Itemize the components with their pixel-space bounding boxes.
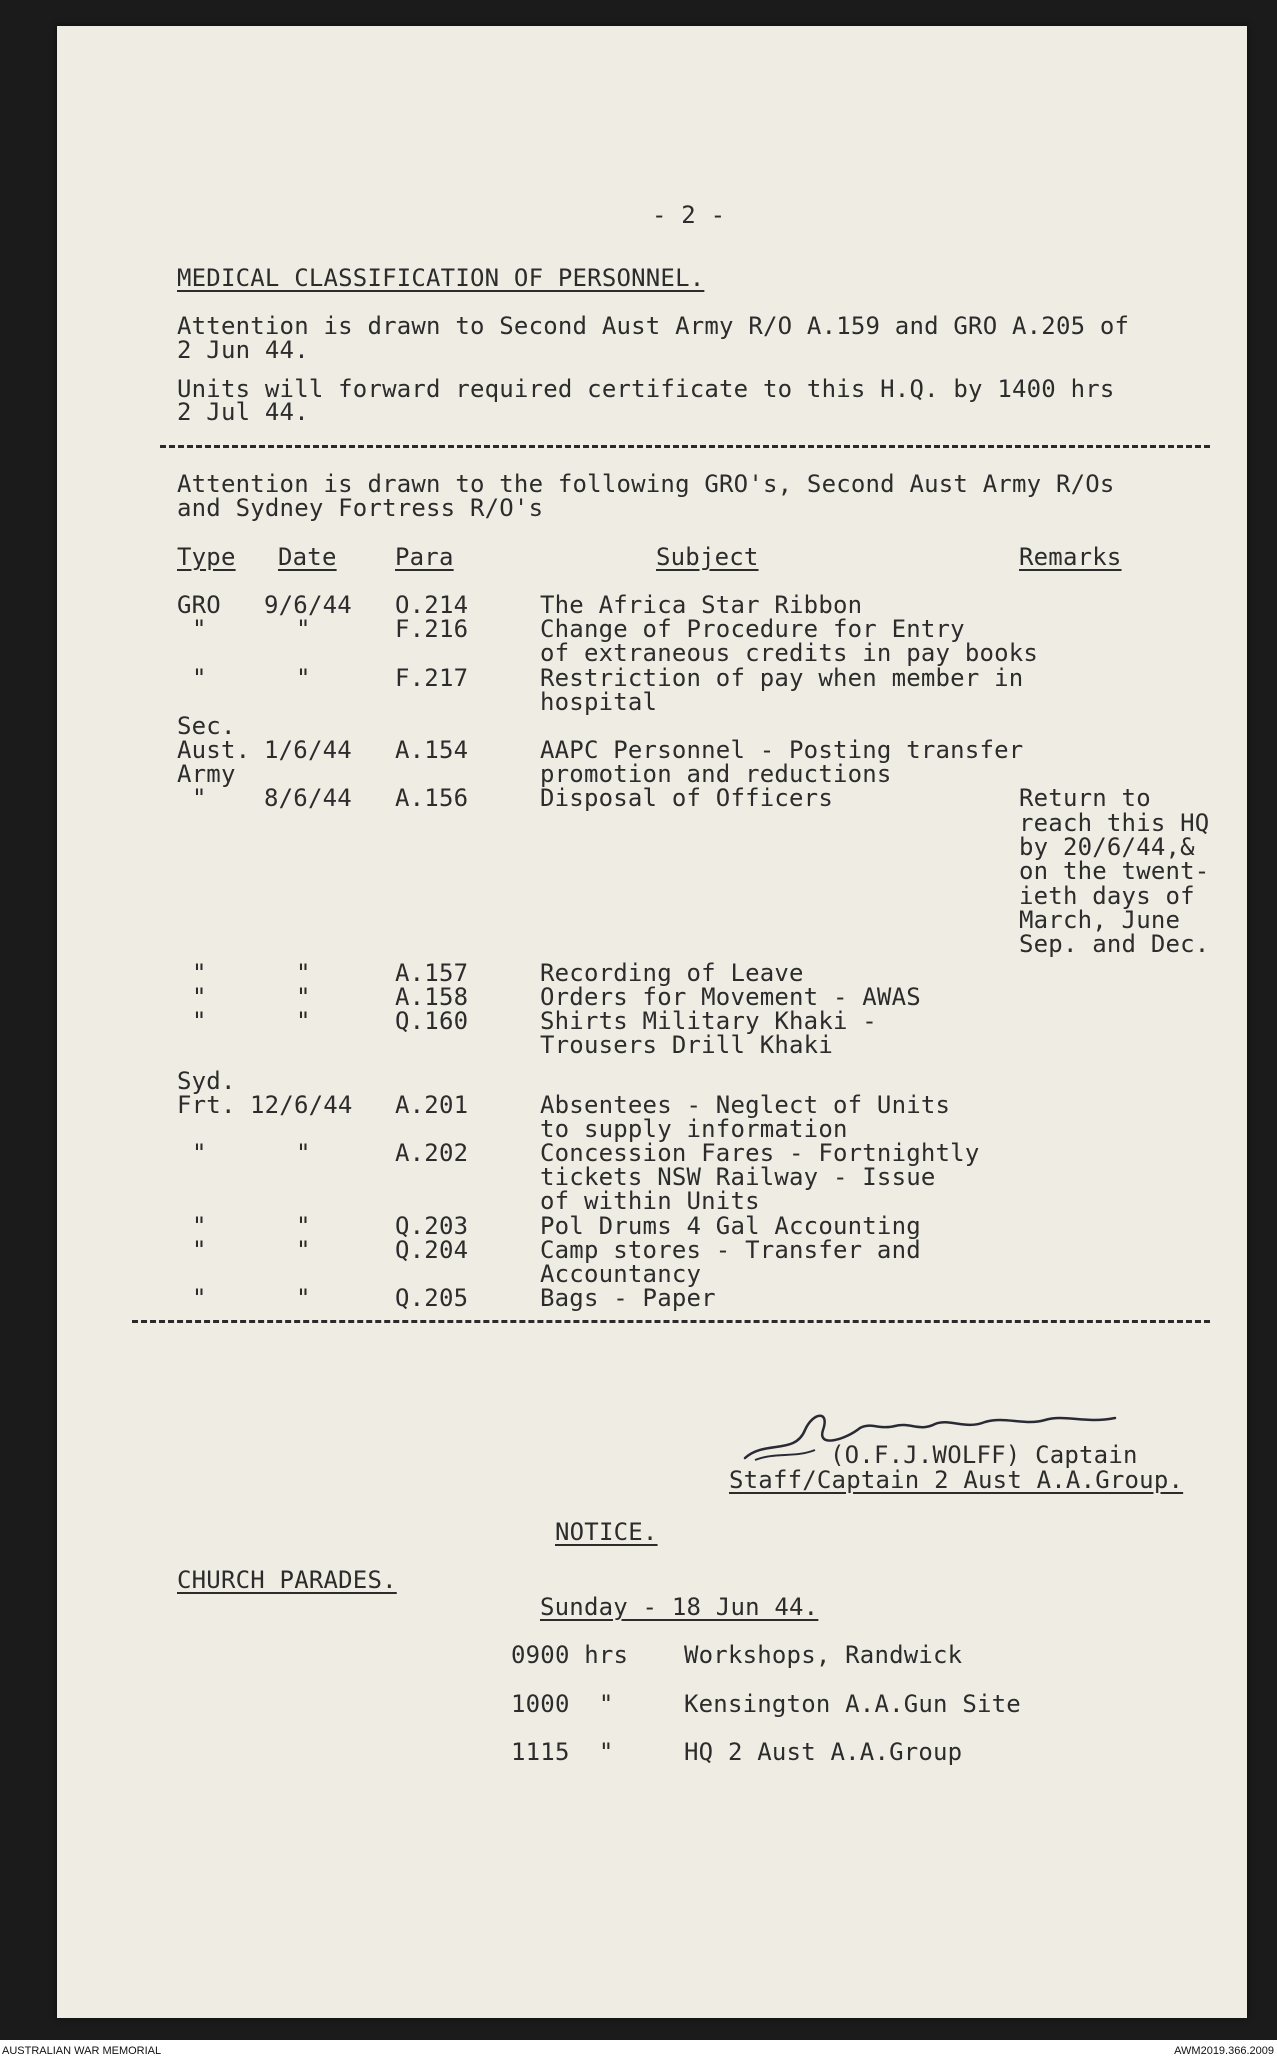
cell-date: " (296, 1284, 311, 1312)
cell-para: F.217 (395, 664, 469, 692)
cell-type: " (192, 1236, 207, 1264)
cell-subject: to supply information (540, 1115, 848, 1143)
cell-type: " (192, 664, 207, 692)
cell-type: " (192, 1139, 207, 1167)
cell-date: " (296, 664, 311, 692)
cell-para: A.158 (395, 983, 469, 1011)
cell-subject: Camp stores - Transfer and (540, 1236, 921, 1264)
cell-type: " (192, 983, 207, 1011)
cell-subject: of within Units (540, 1187, 760, 1215)
cell-type: " (192, 959, 207, 987)
cell-remarks: ieth days of (1019, 882, 1195, 910)
church-parades-heading: CHURCH PARADES. (177, 1566, 397, 1594)
col-header-date: Date (278, 543, 337, 571)
cell-para: Q.204 (395, 1236, 469, 1264)
cell-subject: promotion and reductions (540, 760, 892, 788)
cell-subject: Absentees - Neglect of Units (540, 1091, 951, 1119)
page-number: - 2 - (652, 201, 726, 229)
cell-subject: Bags - Paper (540, 1284, 716, 1312)
orders-intro-line2: and Sydney Fortress R/O's (177, 494, 544, 522)
cell-para: O.214 (395, 591, 469, 619)
cell-date: " (296, 1212, 311, 1240)
cell-subject: Restriction of pay when member in (540, 664, 1024, 692)
cell-date: 1/6/44 (264, 736, 352, 764)
cell-date: 9/6/44 (264, 591, 352, 619)
cell-type: Aust. (177, 736, 251, 764)
archive-caption-left: AUSTRALIAN WAR MEMORIAL (2, 2045, 162, 2057)
cell-type: " (192, 784, 207, 812)
medical-para1-line2: 2 Jun 44. (177, 336, 309, 364)
archive-caption-right: AWM2019.366.2009 (1174, 2045, 1274, 2057)
cell-type: GRO (177, 591, 221, 619)
cell-type: " (192, 1284, 207, 1312)
cell-type: Frt. (177, 1091, 236, 1119)
cell-date: " (296, 983, 311, 1011)
cell-date: " (296, 1236, 311, 1264)
medical-para2-line1: Units will forward required certificate to this H.Q. by 1400 hrs (177, 375, 1115, 403)
parade-place: HQ 2 Aust A.A.Group (684, 1738, 963, 1766)
section-heading-medical: MEDICAL CLASSIFICATION OF PERSONNEL. (177, 264, 705, 292)
divider-2 (132, 1320, 1210, 1323)
cell-remarks: Return to (1019, 784, 1151, 812)
signature-name: (O.F.J.WOLFF) Captain (830, 1441, 1138, 1469)
cell-type: Sec. (177, 712, 236, 740)
cell-date: " (296, 959, 311, 987)
cell-subject: Shirts Military Khaki - (540, 1007, 877, 1035)
col-header-remarks: Remarks (1019, 543, 1122, 571)
divider-1 (160, 445, 1210, 448)
cell-subject: of extraneous credits in pay books (540, 639, 1039, 667)
cell-subject: The Africa Star Ribbon (540, 591, 863, 619)
cell-remarks: on the twent- (1019, 857, 1210, 885)
cell-type: Army (177, 760, 236, 788)
cell-date: " (296, 1139, 311, 1167)
parade-time: 0900 hrs (511, 1641, 629, 1669)
parade-time: 1000 " (511, 1690, 614, 1718)
cell-remarks: by 20/6/44,& (1019, 833, 1195, 861)
cell-date: " (296, 615, 311, 643)
cell-para: Q.205 (395, 1284, 469, 1312)
cell-date: 8/6/44 (264, 784, 352, 812)
cell-type: " (192, 1007, 207, 1035)
cell-subject: Trousers Drill Khaki (540, 1031, 833, 1059)
medical-para1-line1: Attention is drawn to Second Aust Army R/O A.159 and GRO A.205 of (177, 312, 1130, 340)
cell-para: A.154 (395, 736, 469, 764)
cell-subject: AAPC Personnel - Posting transfer (540, 736, 1024, 764)
cell-subject: Pol Drums 4 Gal Accounting (540, 1212, 921, 1240)
cell-date: 12/6/44 (250, 1091, 353, 1119)
medical-para2-line2: 2 Jul 44. (177, 398, 309, 426)
cell-subject: Concession Fares - Fortnightly (540, 1139, 980, 1167)
cell-type: " (192, 615, 207, 643)
cell-para: Q.203 (395, 1212, 469, 1240)
cell-subject: hospital (540, 688, 658, 716)
cell-remarks: reach this HQ (1019, 809, 1210, 837)
cell-remarks: March, June (1019, 906, 1181, 934)
parade-place: Kensington A.A.Gun Site (684, 1690, 1021, 1718)
parade-date: Sunday - 18 Jun 44. (540, 1593, 819, 1621)
signature-title: Staff/Captain 2 Aust A.A.Group. (729, 1466, 1184, 1494)
parade-time: 1115 " (511, 1738, 614, 1766)
cell-subject: Recording of Leave (540, 959, 804, 987)
orders-intro-line1: Attention is drawn to the following GRO's, Second Aust Army R/Os (177, 470, 1115, 498)
col-header-type: Type (177, 543, 236, 571)
cell-subject: Disposal of Officers (540, 784, 833, 812)
cell-para: Q.160 (395, 1007, 469, 1035)
cell-subject: tickets NSW Railway - Issue (540, 1163, 936, 1191)
cell-para: F.216 (395, 615, 469, 643)
cell-type: " (192, 1212, 207, 1240)
cell-para: A.202 (395, 1139, 469, 1167)
col-header-subject: Subject (656, 543, 759, 571)
parade-place: Workshops, Randwick (684, 1641, 963, 1669)
cell-para: A.201 (395, 1091, 469, 1119)
cell-subject: Change of Procedure for Entry (540, 615, 965, 643)
cell-remarks: Sep. and Dec. (1019, 930, 1210, 958)
cell-para: A.157 (395, 959, 469, 987)
notice-heading: NOTICE. (555, 1518, 658, 1546)
cell-date: " (296, 1007, 311, 1035)
cell-para: A.156 (395, 784, 469, 812)
col-header-para: Para (395, 543, 454, 571)
cell-subject: Orders for Movement - AWAS (540, 983, 921, 1011)
cell-subject: Accountancy (540, 1260, 702, 1288)
cell-type: Syd. (177, 1067, 236, 1095)
